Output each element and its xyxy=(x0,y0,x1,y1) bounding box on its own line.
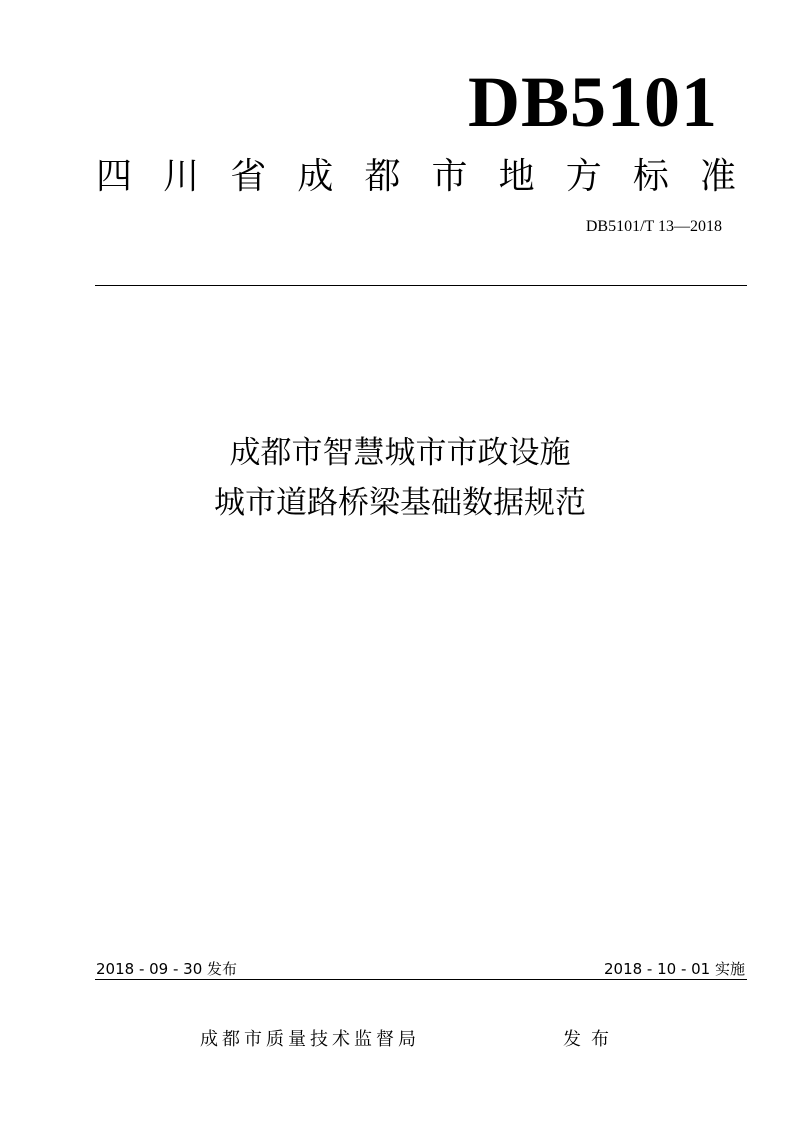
standard-type-char: 川 xyxy=(163,156,200,197)
title-line-1: 成都市智慧城市市政设施 xyxy=(229,435,571,471)
standard-type-char: 成 xyxy=(297,156,334,197)
standard-type-heading xyxy=(96,152,736,202)
title-line-2: 城市道路桥梁基础数据规范 xyxy=(214,485,586,521)
standard-type-char: 准 xyxy=(699,156,736,197)
bottom-divider xyxy=(95,979,747,980)
standard-type-char: 四 xyxy=(96,156,133,197)
issue-date: 2018 - 09 - 30 发布 xyxy=(96,960,238,978)
standard-type-char: 方 xyxy=(565,156,602,197)
standard-number: DB5101/T 13—2018 xyxy=(585,218,722,235)
standard-type-char: 都 xyxy=(364,156,401,197)
standard-type-char: 地 xyxy=(498,156,535,197)
issuing-authority: 成都市质量技术监督局 xyxy=(200,1029,420,1050)
document-title xyxy=(0,428,800,528)
top-divider xyxy=(95,285,747,286)
standard-type-char: 市 xyxy=(431,156,468,197)
standard-type-char: 标 xyxy=(632,156,669,197)
issue-label: 发布 xyxy=(563,1029,619,1050)
standard-code: DB5101 xyxy=(467,62,718,142)
standard-type-char: 省 xyxy=(230,156,267,197)
implementation-date: 2018 - 10 - 01 实施 xyxy=(603,960,745,978)
